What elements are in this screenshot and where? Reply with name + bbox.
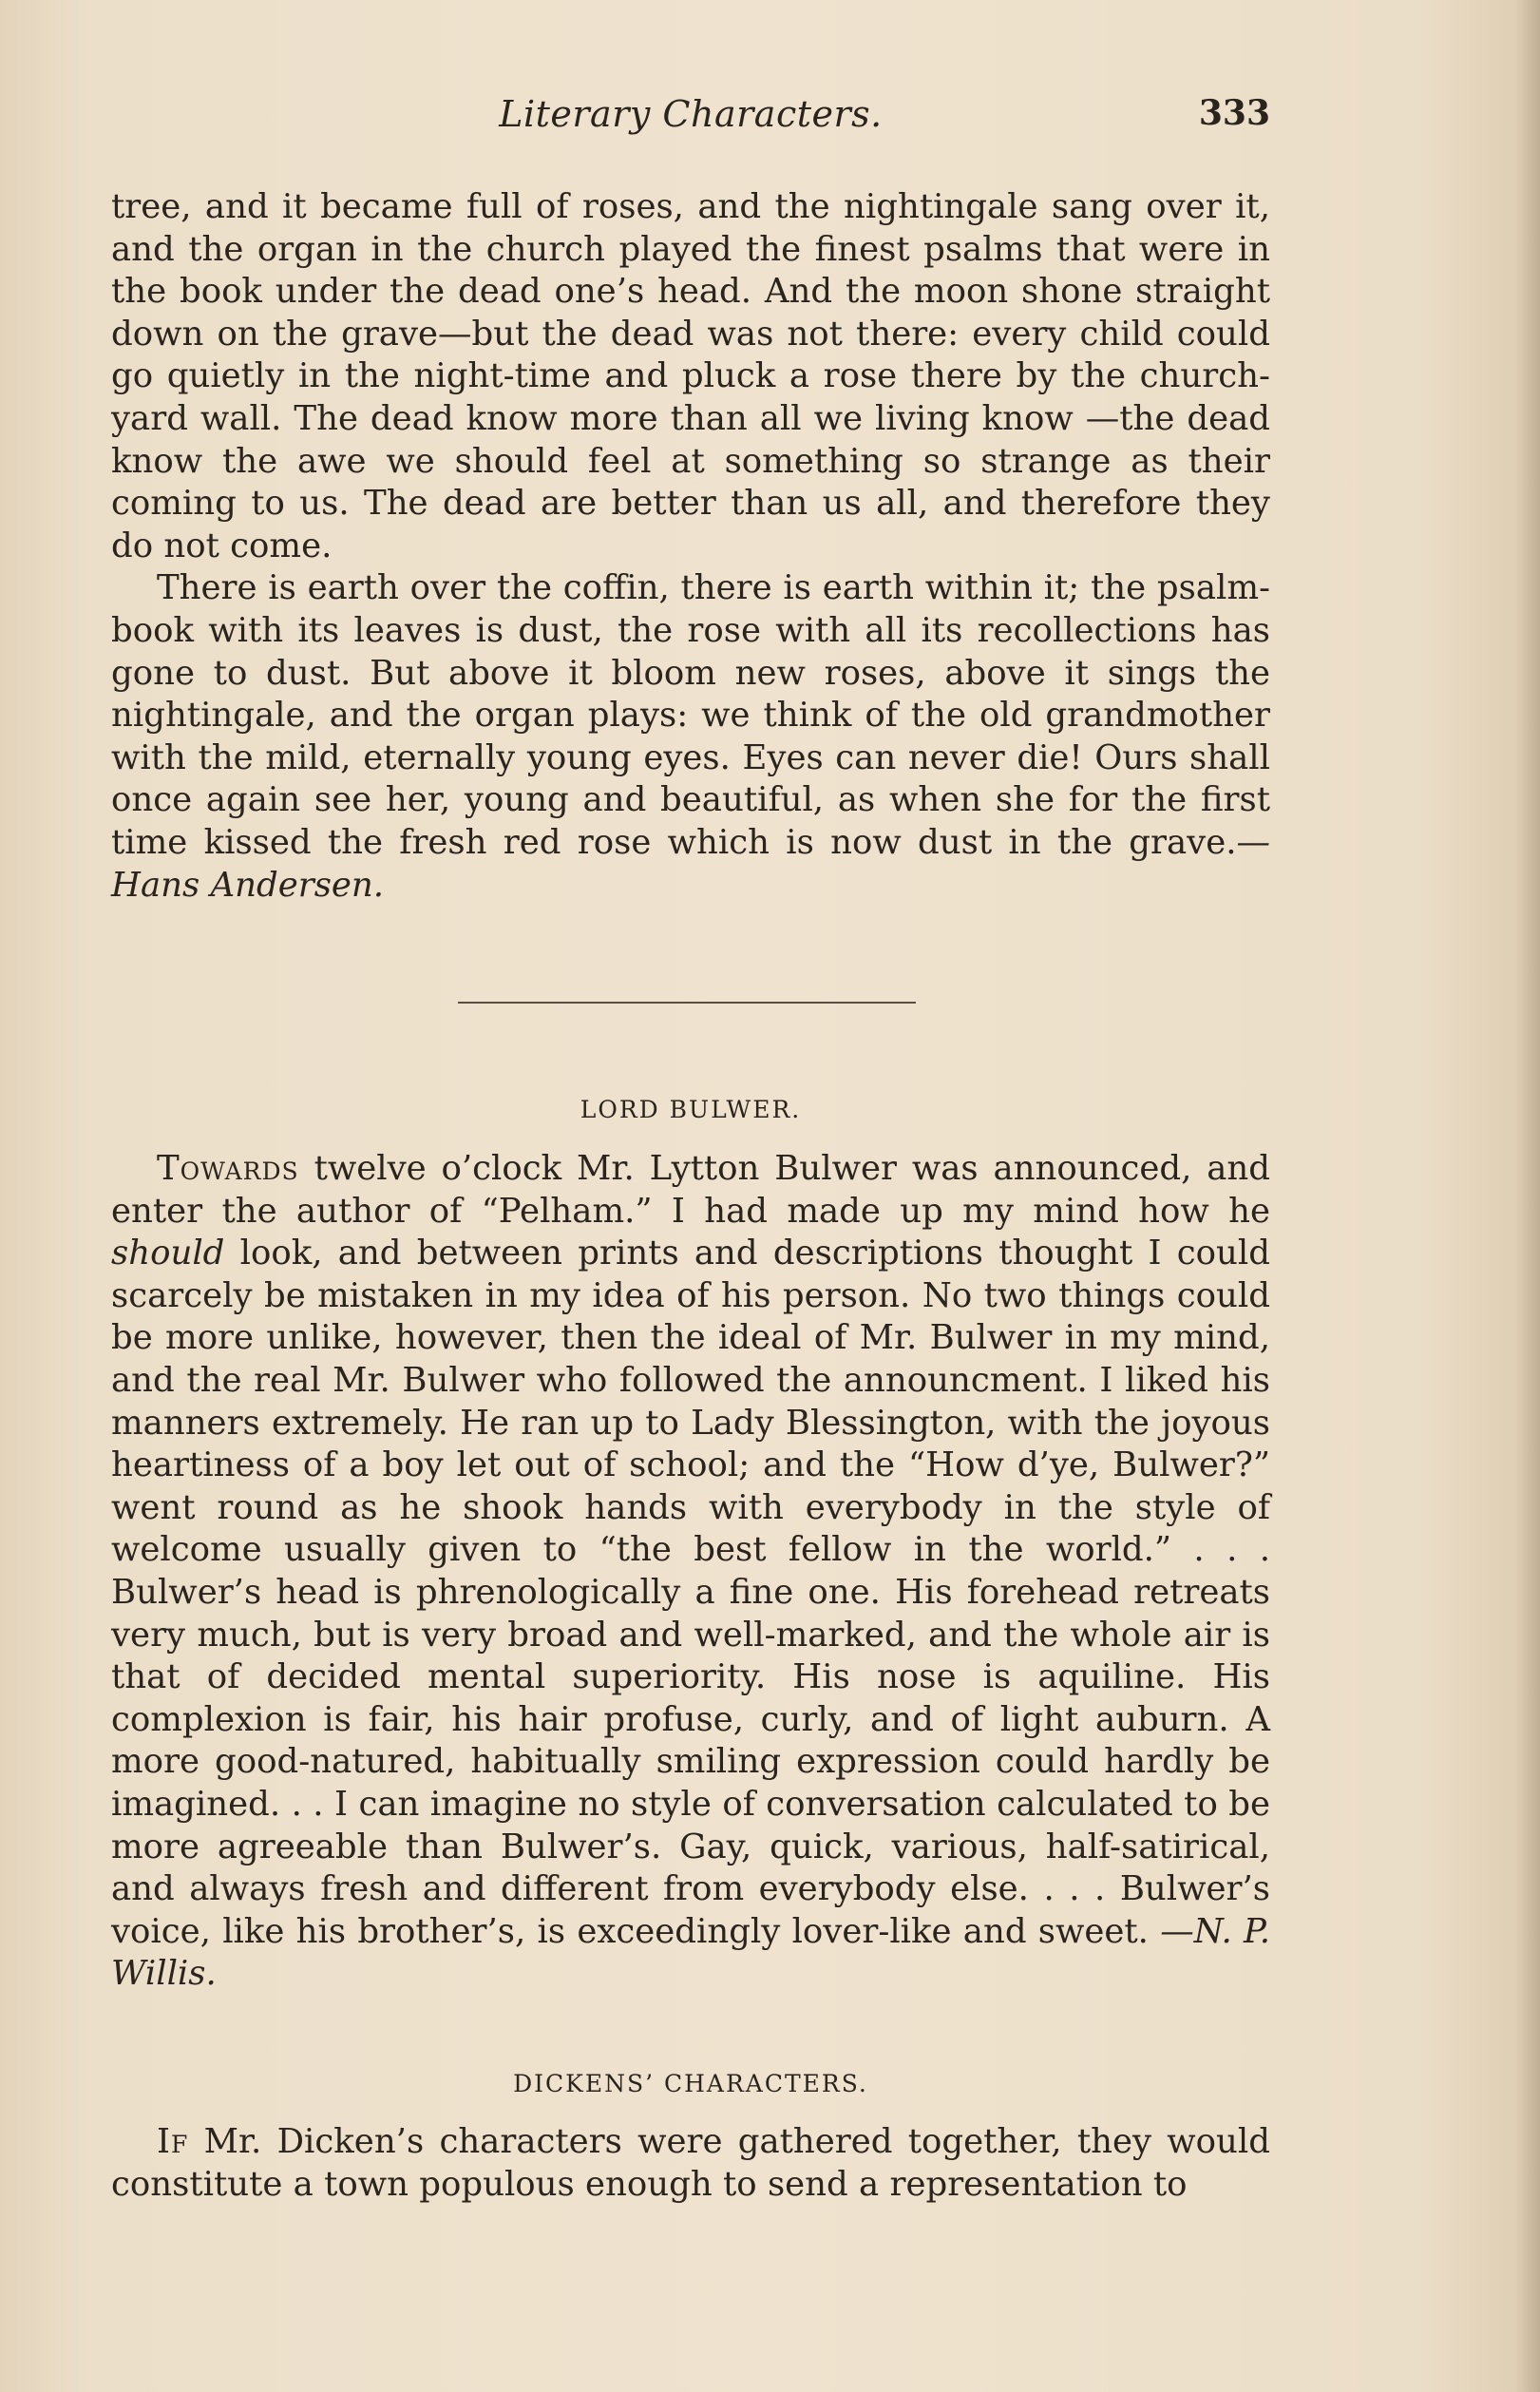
andersen-passage bbox=[111, 186, 1270, 907]
bulwer-lead-word: Towards bbox=[157, 1149, 299, 1188]
page-header bbox=[111, 93, 1270, 150]
dickens-paragraph bbox=[111, 2121, 1270, 2206]
section-heading-bulwer: LORD BULWER. bbox=[580, 1096, 802, 1123]
dickens-passage bbox=[111, 2121, 1270, 2206]
running-title: Literary Characters. bbox=[499, 93, 883, 135]
bulwer-paragraph bbox=[111, 1148, 1270, 1996]
section-heading-dickens: DICKENS’ CHARACTERS. bbox=[513, 2070, 868, 2097]
page-number: 333 bbox=[1198, 93, 1270, 133]
bulwer-text-a: twelve o’clock Mr. Lytton Bulwer was announced, and enter the author of “Pelham.” I had made up my mind how he bbox=[111, 1149, 1270, 1231]
section-divider bbox=[458, 1002, 916, 1004]
bulwer-passage bbox=[111, 1148, 1270, 1996]
bulwer-text-b: look, and between prints and descriptions thought I could scarcely be mistaken in my idea of his person. No two things could be more unlike, however, then the ideal of Mr. Bulwer in my mind, and the real Mr. Bulwer who followed the announcment. I liked his manners extremely. He ran up to Lady Blessington, with the joyous heartiness of a boy let out of school; and the “How d’ye, Bulwer?” went round as he shook hands with everybody in the style of welcome usually given to “the best fellow in the world.” . . . Bulwer’s head is phrenologically a fine one. His forehead retreats very much, but is very broad and well-marked, and the whole air is that of decided mental superiority. His nose is aquiline. His complexion is fair, his hair profuse, curly, and of light auburn. A more good-natured, habitually smiling expression could hardly be imagined. . . I can imagine no style of conversation calculated to be more agreeable than Bulwer’s. Gay, quick, various, half-satirical, and always fresh and different from everybody else. . . . Bulwer’s voice, like his brother’s, is exceedingly lover-like and sweet. bbox=[111, 1234, 1270, 1951]
andersen-paragraph-2 bbox=[111, 567, 1270, 907]
bulwer-emphasis: should bbox=[111, 1234, 225, 1273]
andersen-attribution: —Hans Andersen. bbox=[111, 822, 1270, 905]
bulwer-attribution: —N. P. Willis. bbox=[111, 1911, 1270, 1994]
andersen-paragraph-2-text: There is earth over the coffin, there is earth within it; the psalm-book with its leaves is dust, the rose with all its recollections has gone to dust. But above it bloom new roses, above it sings the nightingale, and the organ plays: we think of the old grandmother with the mild, eternally young eyes. Eyes can never die! Ours shall once again see her, young and beautiful, as when she for the first time kissed the fresh red rose which is now dust in the grave. bbox=[111, 568, 1270, 862]
dickens-lead-word: If bbox=[157, 2122, 189, 2161]
andersen-paragraph-1: tree, and it became full of roses, and the nightingale sang over it, and the organ in the church played the finest psalms that were in the book under the dead one’s head. And the moon shone straight down on the grave—but the dead was not there: every child could go quietly in the night-time and pluck a rose there by the church-yard wall. The dead know more than all we living know —the dead know the awe we should feel at something so strange as their coming to us. The dead are better than us all, and therefore they do not come. bbox=[111, 187, 1270, 565]
dickens-text: Mr. Dicken’s characters were gathered together, they would constitute a town populous enough to send a representation to bbox=[111, 2122, 1270, 2204]
page-edge-shadow bbox=[1515, 0, 1540, 2392]
